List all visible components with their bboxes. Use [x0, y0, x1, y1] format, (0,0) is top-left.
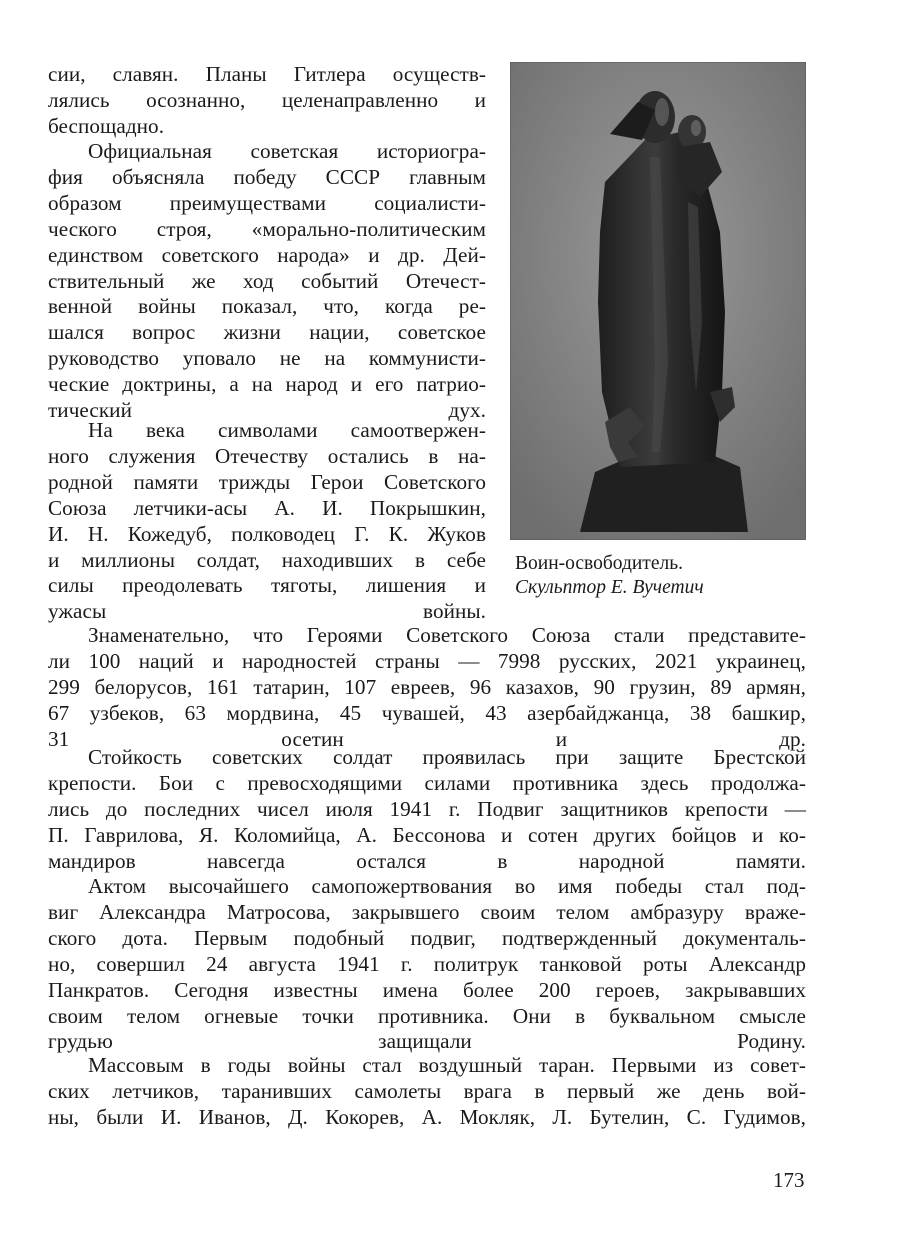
text-line: На века символами самоотвержен-: [88, 418, 486, 442]
text-line: лись до последних чисел июля 1941 г. Подвиг защитников крепости —: [48, 796, 806, 821]
figure-caption: [515, 552, 775, 600]
text-line: Панкратов. Сегодня известны имена более 200 героев, закрывавших: [48, 977, 806, 1002]
text-line: Знаменательно, что Героями Советского Союза стали представите-: [88, 623, 806, 647]
text-line: грудью защищали Родину.: [48, 1029, 806, 1054]
text-line: 299 белорусов, 161 татарин, 107 евреев, 96 казахов, 90 грузин, 89 армян,: [48, 674, 806, 699]
text-line: образом преимуществами социалисти-: [48, 190, 486, 215]
sculpture-figure: [510, 62, 806, 540]
text-line: виг Александра Матросова, закрывшего своим телом амбразуру враже-: [48, 899, 806, 924]
text-line: Стойкость советских солдат проявилась при защите Брестской: [88, 745, 806, 769]
text-line: но, совершил 24 августа 1941 г. политрук танковой роты Александр: [48, 951, 806, 976]
text-line: беспощадно.: [48, 113, 165, 138]
text-line: И. Н. Кожедуб, полководец Г. К. Жуков: [48, 521, 486, 546]
text-line: Союза летчики-асы А. И. Покрышкин,: [48, 495, 486, 520]
text-line: Актом высочайшего самопожертвования во имя победы стал под-: [88, 874, 806, 898]
text-line: Массовым в годы войны стал воздушный таран. Первыми из совет-: [88, 1053, 806, 1077]
caption-author: Скульптор Е. Вучетич: [515, 577, 704, 598]
text-line: ческого строя, «морально-политическим: [48, 216, 486, 241]
paragraph-4: [48, 623, 806, 753]
paragraph-2: [48, 139, 486, 424]
sculpture-photo: [510, 62, 806, 540]
text-line: 31 осетин и др.: [48, 726, 806, 751]
text-line: лялись осознанно, целенаправленно и: [48, 87, 486, 112]
caption-title: Воин-освободитель.: [515, 553, 683, 574]
text-line: Официальная советская историогра-: [88, 139, 486, 163]
paragraph-1: [48, 62, 486, 140]
text-line: ских летчиков, таранивших самолеты врага в первый же день вой-: [48, 1078, 806, 1103]
text-line: своим телом огневые точки противника. Они в буквальном смысле: [48, 1003, 806, 1028]
text-line: единством советского народа» и др. Дей-: [48, 242, 486, 267]
text-line: сии, славян. Планы Гитлера осуществ-: [48, 62, 486, 86]
text-line: крепости. Бои с превосходящими силами противника здесь продолжа-: [48, 770, 806, 795]
text-line: П. Гаврилова, Я. Коломийца, А. Бессонова и сотен других бойцов и ко-: [48, 822, 806, 847]
text-line: руководство уповало не на коммунисти-: [48, 346, 486, 371]
text-line: ного служения Отечеству остались в на-: [48, 443, 486, 468]
text-line: венной войны показал, что, когда ре-: [48, 294, 486, 319]
text-line: тический дух.: [48, 398, 486, 423]
paragraph-7: [48, 1053, 806, 1131]
paragraph-3: [48, 418, 486, 625]
text-line: фия объясняла победу СССР главным: [48, 164, 486, 189]
text-line: силы преодолевать тяготы, лишения и: [48, 573, 486, 598]
text-line: ского дота. Первым подобный подвиг, подтвержденный документаль-: [48, 925, 806, 950]
text-line: ны, были И. Иванов, Д. Кокорев, А. Мокляк, Л. Бутелин, С. Гудимов,: [48, 1104, 806, 1129]
text-line: и миллионы солдат, находивших в себе: [48, 547, 486, 572]
text-line: ческие доктрины, а на народ и его патрио-: [48, 372, 486, 397]
text-line: родной памяти трижды Герои Советского: [48, 469, 486, 494]
page-number: 173: [773, 1168, 805, 1192]
text-line: ужасы войны.: [48, 599, 486, 624]
text-line: мандиров навсегда остался в народной памяти.: [48, 848, 806, 873]
text-line: ствительный же ход событий Отечест-: [48, 268, 486, 293]
text-line: 67 узбеков, 63 мордвина, 45 чувашей, 43 азербайджанца, 38 башкир,: [48, 700, 806, 725]
paragraph-6: [48, 874, 806, 1055]
sculpture-illustration: [510, 62, 806, 540]
paragraph-5: [48, 745, 806, 875]
text-line: шался вопрос жизни нации, советское: [48, 320, 486, 345]
text-line: ли 100 наций и народностей страны — 7998 русских, 2021 украинец,: [48, 648, 806, 673]
